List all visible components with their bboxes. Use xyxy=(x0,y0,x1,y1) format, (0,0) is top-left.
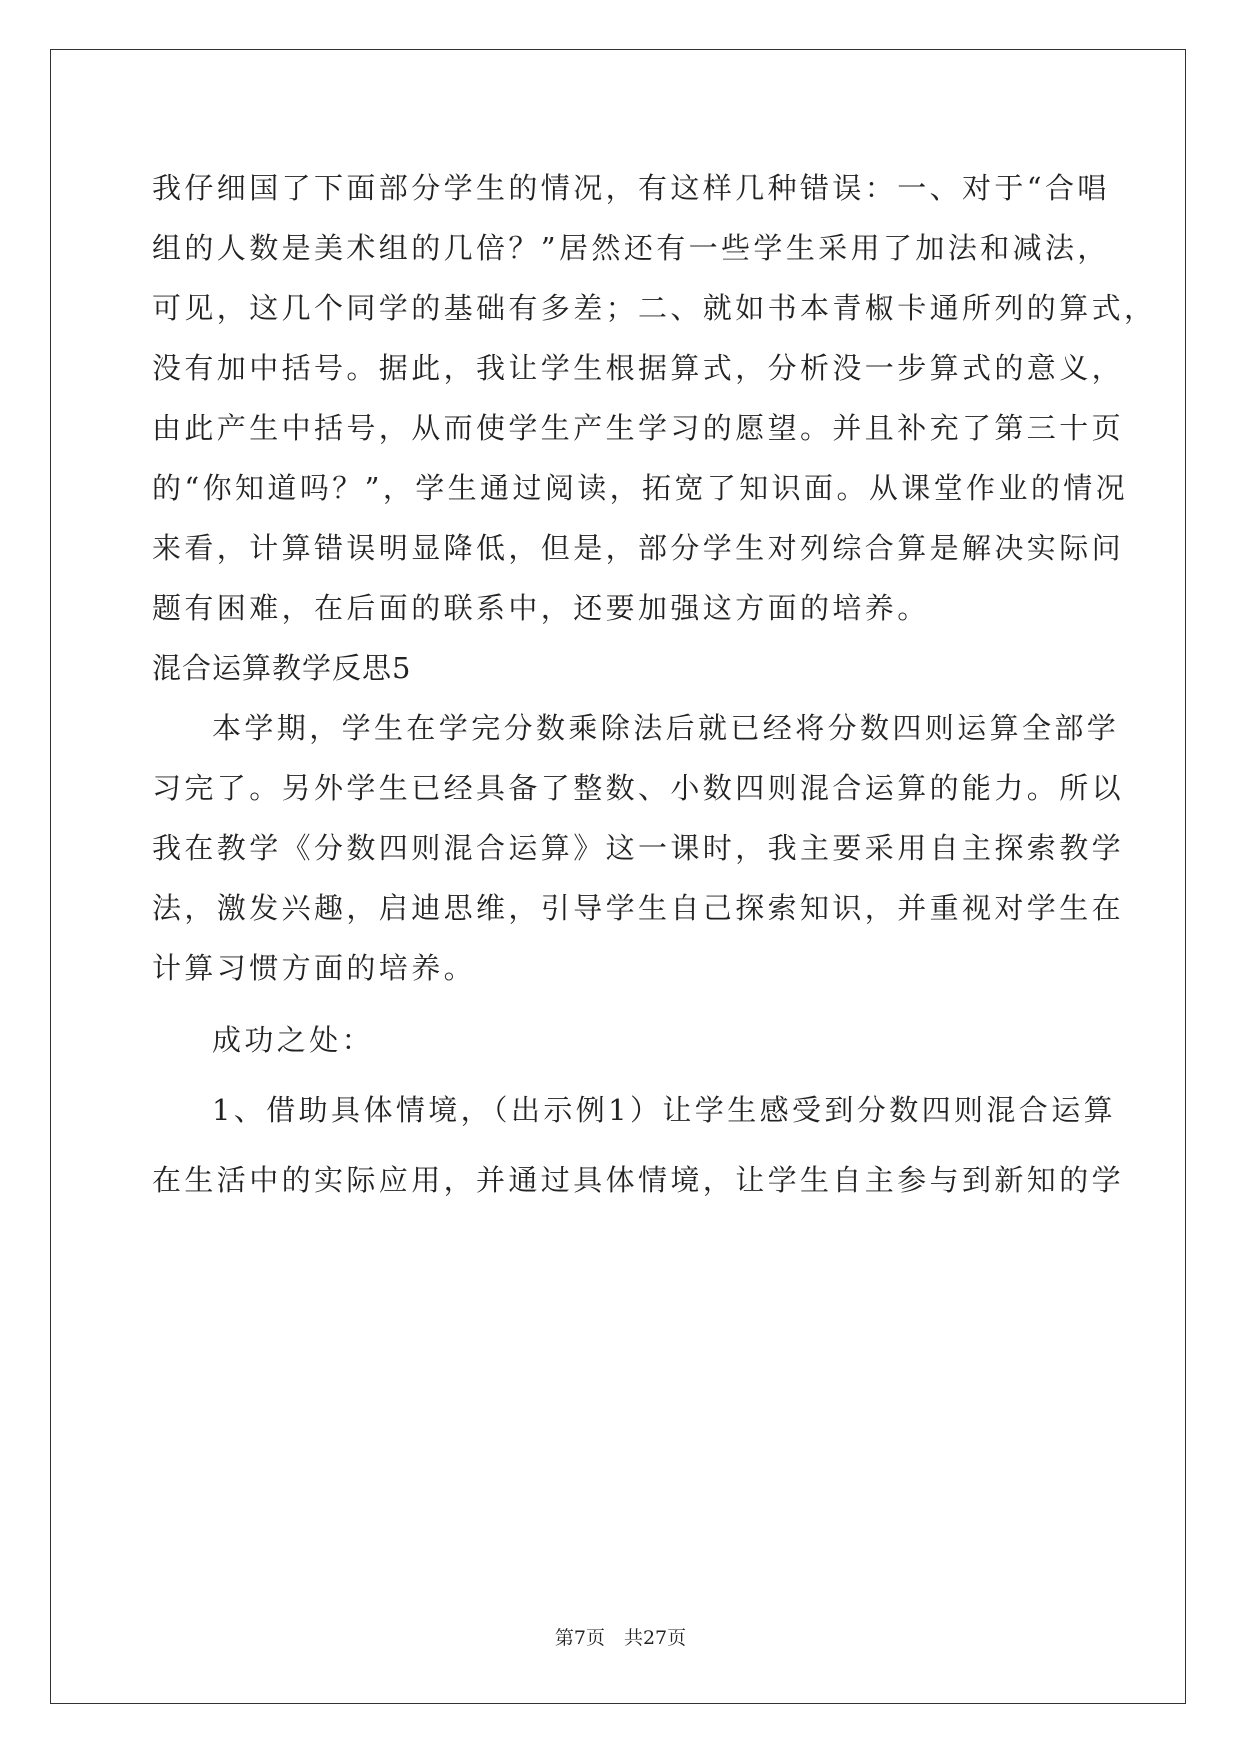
paragraph-line-7: 来看，计算错误明显降低，但是，部分学生对列综合算是解决实际问 xyxy=(152,531,1125,565)
paragraph-line-12: 法，激发兴趣，启迪思维，引导学生自己探索知识，并重视对学生在 xyxy=(152,891,1125,925)
section-heading: 混合运算教学反思5 xyxy=(152,651,412,685)
paragraph-line-10: 习完了。另外学生已经具备了整数、小数四则混合运算的能力。所以 xyxy=(152,771,1125,805)
paragraph-line-2: 组的人数是美术组的几倍？”居然还有一些学生采用了加法和减法， xyxy=(152,231,1110,265)
paragraph-line-8: 题有困难，在后面的联系中，还要加强这方面的培养。 xyxy=(152,591,930,625)
paragraph-line-9: 本学期，学生在学完分数乘除法后就已经将分数四则运算全部学 xyxy=(212,711,1120,745)
list-item-1-line-2: 在生活中的实际应用，并通过具体情境，让学生自主参与到新知的学 xyxy=(152,1163,1125,1197)
paragraph-line-13: 计算习惯方面的培养。 xyxy=(152,951,477,985)
paragraph-line-3: 可见，这几个同学的基础有多差；二、就如书本青椒卡通所列的算式， xyxy=(152,291,1157,325)
page-number-footer: 第7页 共27页 xyxy=(554,1627,687,1649)
paragraph-line-4: 没有加中括号。据此，我让学生根据算式，分析没一步算式的意义， xyxy=(152,351,1125,385)
paragraph-line-1: 我仔细国了下面部分学生的情况，有这样几种错误：一、对于“合唱 xyxy=(152,171,1110,205)
paragraph-line-5: 由此产生中括号，从而使学生产生学习的愿望。并且补充了第三十页 xyxy=(152,411,1125,445)
paragraph-line-6: 的“你知道吗？”，学生通过阅读，拓宽了知识面。从课堂作业的情况 xyxy=(152,471,1129,505)
list-item-1-line-1: 1、借助具体情境，（出示例1）让学生感受到分数四则混合运算 xyxy=(212,1093,1117,1127)
paragraph-line-11: 我在教学《分数四则混合运算》这一课时，我主要采用自主探索教学 xyxy=(152,831,1125,865)
subheading-success: 成功之处： xyxy=(212,1023,375,1057)
